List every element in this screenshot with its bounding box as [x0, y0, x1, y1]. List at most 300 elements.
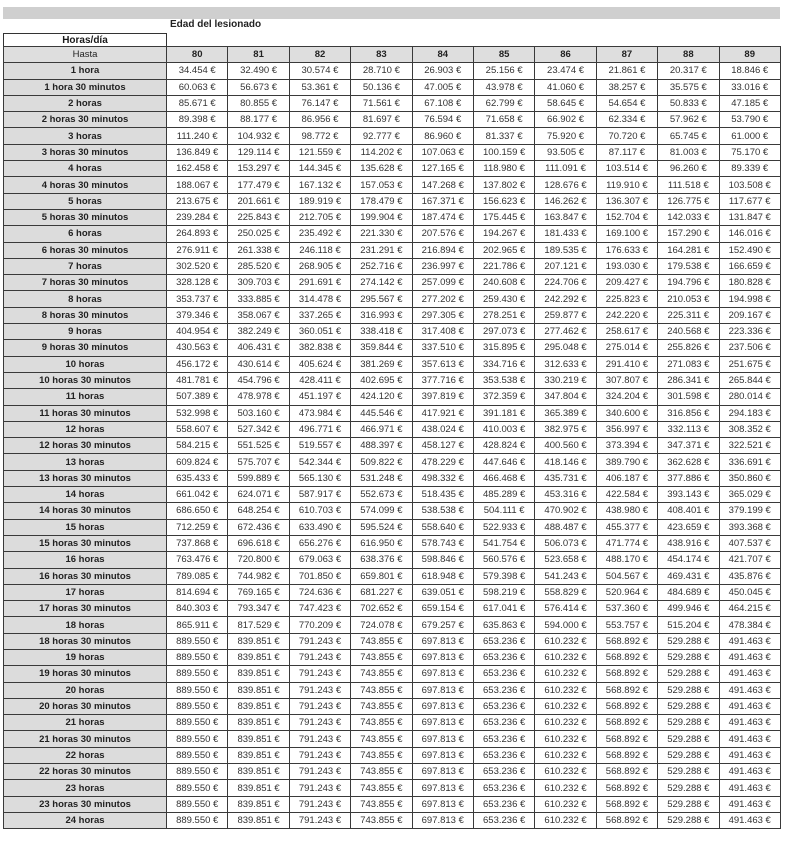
- table-cell: 142.033 €: [658, 209, 719, 225]
- row-label: 19 horas: [4, 649, 167, 665]
- table-cell: 568.892 €: [596, 812, 657, 828]
- table-row: [4, 177, 781, 193]
- table-cell: 76.594 €: [412, 112, 473, 128]
- table-row: [4, 487, 781, 503]
- table-cell: 347.804 €: [535, 389, 596, 405]
- table-cell: 338.418 €: [351, 324, 412, 340]
- table-cell: 578.743 €: [412, 535, 473, 551]
- column-header: 84: [412, 47, 473, 63]
- table-cell: 350.860 €: [719, 470, 780, 486]
- table-cell: 32.490 €: [228, 63, 289, 79]
- table-cell: 23.474 €: [535, 63, 596, 79]
- table-cell: 85.671 €: [167, 95, 228, 111]
- table-cell: 697.813 €: [412, 731, 473, 747]
- table-cell: 41.060 €: [535, 79, 596, 95]
- row-label: 2 horas 30 minutos: [4, 112, 167, 128]
- table-row: [4, 584, 781, 600]
- table-row: [4, 796, 781, 812]
- table-cell: 653.236 €: [473, 633, 534, 649]
- table-cell: 178.479 €: [351, 193, 412, 209]
- table-cell: 224.706 €: [535, 275, 596, 291]
- table-cell: 428.411 €: [289, 372, 350, 388]
- table-row: [4, 389, 781, 405]
- table-cell: 568.892 €: [596, 780, 657, 796]
- table-cell: 53.361 €: [289, 79, 350, 95]
- table-cell: 21.861 €: [596, 63, 657, 79]
- table-cell: 568.892 €: [596, 764, 657, 780]
- table-cell: 491.463 €: [719, 649, 780, 665]
- table-cell: 54.654 €: [596, 95, 657, 111]
- table-cell: 568.892 €: [596, 649, 657, 665]
- table-cell: 400.560 €: [535, 438, 596, 454]
- row-label: 1 hora: [4, 63, 167, 79]
- table-cell: 347.371 €: [658, 438, 719, 454]
- table-cell: 889.550 €: [167, 780, 228, 796]
- table-cell: 743.855 €: [351, 666, 412, 682]
- table-row: [4, 682, 781, 698]
- table-cell: 128.676 €: [535, 177, 596, 193]
- table-row: [4, 405, 781, 421]
- table-cell: 653.236 €: [473, 812, 534, 828]
- table-cell: 324.204 €: [596, 389, 657, 405]
- table-cell: 889.550 €: [167, 682, 228, 698]
- table-cell: 334.716 €: [473, 356, 534, 372]
- row-label: 22 horas 30 minutos: [4, 764, 167, 780]
- table-cell: 156.623 €: [473, 193, 534, 209]
- table-cell: 276.911 €: [167, 242, 228, 258]
- table-cell: 381.269 €: [351, 356, 412, 372]
- table-cell: 552.673 €: [351, 487, 412, 503]
- table-cell: 648.254 €: [228, 503, 289, 519]
- row-label: 5 horas 30 minutos: [4, 209, 167, 225]
- table-cell: 445.546 €: [351, 405, 412, 421]
- table-cell: 274.142 €: [351, 275, 412, 291]
- table-cell: 523.658 €: [535, 552, 596, 568]
- table-cell: 791.243 €: [289, 666, 350, 682]
- table-cell: 225.311 €: [658, 307, 719, 323]
- table-cell: 793.347 €: [228, 601, 289, 617]
- table-cell: 166.659 €: [719, 258, 780, 274]
- header-band: [3, 7, 780, 19]
- table-cell: 187.474 €: [412, 209, 473, 225]
- table-row: [4, 470, 781, 486]
- table-cell: 455.377 €: [596, 519, 657, 535]
- table-cell: 75.920 €: [535, 128, 596, 144]
- table-cell: 438.916 €: [658, 535, 719, 551]
- table-row: [4, 617, 781, 633]
- table-cell: 277.462 €: [535, 324, 596, 340]
- table-cell: 712.259 €: [167, 519, 228, 535]
- table-cell: 661.042 €: [167, 487, 228, 503]
- table-cell: 542.344 €: [289, 454, 350, 470]
- table-cell: 743.855 €: [351, 731, 412, 747]
- table-cell: 435.876 €: [719, 568, 780, 584]
- table-cell: 328.128 €: [167, 275, 228, 291]
- table-cell: 458.127 €: [412, 438, 473, 454]
- table-cell: 167.371 €: [412, 193, 473, 209]
- table-cell: 286.341 €: [658, 372, 719, 388]
- table-cell: 278.251 €: [473, 307, 534, 323]
- table-cell: 92.777 €: [351, 128, 412, 144]
- column-header: 89: [719, 47, 780, 63]
- table-cell: 610.232 €: [535, 698, 596, 714]
- row-label: 10 horas: [4, 356, 167, 372]
- table-row: [4, 666, 781, 682]
- table-cell: 71.561 €: [351, 95, 412, 111]
- table-cell: 743.855 €: [351, 633, 412, 649]
- table-cell: 261.338 €: [228, 242, 289, 258]
- row-label: 16 horas: [4, 552, 167, 568]
- table-cell: 743.855 €: [351, 812, 412, 828]
- table-cell: 372.359 €: [473, 389, 534, 405]
- row-label: 7 horas 30 minutos: [4, 275, 167, 291]
- table-cell: 635.863 €: [473, 617, 534, 633]
- table-cell: 53.790 €: [719, 112, 780, 128]
- table-cell: 491.463 €: [719, 666, 780, 682]
- table-cell: 499.946 €: [658, 601, 719, 617]
- table-cell: 496.771 €: [289, 421, 350, 437]
- table-cell: 423.659 €: [658, 519, 719, 535]
- table-cell: 568.892 €: [596, 747, 657, 763]
- table-cell: 237.506 €: [719, 340, 780, 356]
- row-header-title: Horas/día: [3, 33, 167, 48]
- table-cell: 599.889 €: [228, 470, 289, 486]
- table-cell: 560.576 €: [473, 552, 534, 568]
- table-cell: 129.114 €: [228, 144, 289, 160]
- table-cell: 255.826 €: [658, 340, 719, 356]
- table-cell: 504.111 €: [473, 503, 534, 519]
- table-cell: 653.236 €: [473, 731, 534, 747]
- table-cell: 679.063 €: [289, 552, 350, 568]
- table-cell: 839.851 €: [228, 731, 289, 747]
- table-cell: 404.954 €: [167, 324, 228, 340]
- table-cell: 98.772 €: [289, 128, 350, 144]
- table-cell: 507.389 €: [167, 389, 228, 405]
- table-cell: 470.902 €: [535, 503, 596, 519]
- table-row: [4, 95, 781, 111]
- table-cell: 509.822 €: [351, 454, 412, 470]
- column-header: 83: [351, 47, 412, 63]
- table-cell: 251.675 €: [719, 356, 780, 372]
- table-cell: 568.892 €: [596, 731, 657, 747]
- table-cell: 86.956 €: [289, 112, 350, 128]
- table-cell: 568.892 €: [596, 666, 657, 682]
- table-cell: 656.276 €: [289, 535, 350, 551]
- table-cell: 30.574 €: [289, 63, 350, 79]
- table-cell: 522.933 €: [473, 519, 534, 535]
- table-row: [4, 812, 781, 828]
- table-cell: 66.902 €: [535, 112, 596, 128]
- table-cell: 743.855 €: [351, 764, 412, 780]
- table-cell: 317.408 €: [412, 324, 473, 340]
- row-label: 20 horas: [4, 682, 167, 698]
- table-cell: 47.005 €: [412, 79, 473, 95]
- table-cell: 438.980 €: [596, 503, 657, 519]
- table-cell: 697.813 €: [412, 780, 473, 796]
- table-row: [4, 519, 781, 535]
- table-cell: 791.243 €: [289, 715, 350, 731]
- table-cell: 618.948 €: [412, 568, 473, 584]
- row-label: 14 horas: [4, 487, 167, 503]
- table-cell: 653.236 €: [473, 649, 534, 665]
- table-cell: 702.652 €: [351, 601, 412, 617]
- table-cell: 280.014 €: [719, 389, 780, 405]
- table-cell: 659.801 €: [351, 568, 412, 584]
- table-cell: 575.707 €: [228, 454, 289, 470]
- table-cell: 594.000 €: [535, 617, 596, 633]
- table-cell: 817.529 €: [228, 617, 289, 633]
- table-cell: 146.262 €: [535, 193, 596, 209]
- table-cell: 180.828 €: [719, 275, 780, 291]
- table-row: [4, 209, 781, 225]
- table-cell: 598.846 €: [412, 552, 473, 568]
- table-cell: 294.183 €: [719, 405, 780, 421]
- table-cell: 242.292 €: [535, 291, 596, 307]
- table-cell: 529.288 €: [658, 715, 719, 731]
- table-cell: 610.232 €: [535, 796, 596, 812]
- table-cell: 681.227 €: [351, 584, 412, 600]
- table-cell: 147.268 €: [412, 177, 473, 193]
- table-cell: 131.847 €: [719, 209, 780, 225]
- table-cell: 377.886 €: [658, 470, 719, 486]
- table-cell: 169.100 €: [596, 226, 657, 242]
- row-label: 9 horas: [4, 324, 167, 340]
- table-cell: 633.490 €: [289, 519, 350, 535]
- table-cell: 527.342 €: [228, 421, 289, 437]
- table-cell: 194.796 €: [658, 275, 719, 291]
- table-cell: 653.236 €: [473, 747, 534, 763]
- row-label: 13 horas: [4, 454, 167, 470]
- table-cell: 485.289 €: [473, 487, 534, 503]
- table-cell: 194.267 €: [473, 226, 534, 242]
- table-cell: 76.147 €: [289, 95, 350, 111]
- table-cell: 438.024 €: [412, 421, 473, 437]
- table-row: [4, 144, 781, 160]
- header-row: [4, 47, 781, 63]
- table-cell: 135.628 €: [351, 161, 412, 177]
- table-cell: 889.550 €: [167, 649, 228, 665]
- table-row: [4, 780, 781, 796]
- table-cell: 365.389 €: [535, 405, 596, 421]
- table-cell: 379.199 €: [719, 503, 780, 519]
- table-cell: 194.998 €: [719, 291, 780, 307]
- table-cell: 595.524 €: [351, 519, 412, 535]
- row-label: 4 horas 30 minutos: [4, 177, 167, 193]
- table-cell: 839.851 €: [228, 715, 289, 731]
- table-cell: 610.232 €: [535, 764, 596, 780]
- table-cell: 624.071 €: [228, 487, 289, 503]
- table-cell: 258.617 €: [596, 324, 657, 340]
- table-cell: 340.600 €: [596, 405, 657, 421]
- table-cell: 246.118 €: [289, 242, 350, 258]
- table-row: [4, 258, 781, 274]
- table-cell: 117.677 €: [719, 193, 780, 209]
- table-cell: 638.376 €: [351, 552, 412, 568]
- table-cell: 473.984 €: [289, 405, 350, 421]
- table-cell: 839.851 €: [228, 649, 289, 665]
- table-cell: 541.754 €: [473, 535, 534, 551]
- table-cell: 529.288 €: [658, 633, 719, 649]
- table-row: [4, 649, 781, 665]
- table-cell: 635.433 €: [167, 470, 228, 486]
- table-cell: 498.332 €: [412, 470, 473, 486]
- table-cell: 322.521 €: [719, 438, 780, 454]
- table-cell: 653.236 €: [473, 764, 534, 780]
- table-cell: 268.905 €: [289, 258, 350, 274]
- table-cell: 504.567 €: [596, 568, 657, 584]
- table-row: [4, 715, 781, 731]
- table-cell: 379.346 €: [167, 307, 228, 323]
- table-cell: 56.673 €: [228, 79, 289, 95]
- table-cell: 213.675 €: [167, 193, 228, 209]
- table-cell: 259.430 €: [473, 291, 534, 307]
- table-cell: 88.177 €: [228, 112, 289, 128]
- column-header: 82: [289, 47, 350, 63]
- table-row: [4, 161, 781, 177]
- table-cell: 889.550 €: [167, 715, 228, 731]
- table-row: [4, 421, 781, 437]
- table-cell: 466.468 €: [473, 470, 534, 486]
- table-cell: 529.288 €: [658, 780, 719, 796]
- table-cell: 377.716 €: [412, 372, 473, 388]
- table-cell: 61.000 €: [719, 128, 780, 144]
- row-label: 22 horas: [4, 747, 167, 763]
- table-cell: 697.813 €: [412, 666, 473, 682]
- row-label: 16 horas 30 minutos: [4, 568, 167, 584]
- table-cell: 697.813 €: [412, 633, 473, 649]
- table-cell: 568.892 €: [596, 715, 657, 731]
- table-cell: 865.911 €: [167, 617, 228, 633]
- table-cell: 58.645 €: [535, 95, 596, 111]
- table-cell: 118.980 €: [473, 161, 534, 177]
- table-cell: 373.394 €: [596, 438, 657, 454]
- table-cell: 791.243 €: [289, 796, 350, 812]
- table-cell: 529.288 €: [658, 649, 719, 665]
- table-row: [4, 226, 781, 242]
- table-cell: 252.716 €: [351, 258, 412, 274]
- table-cell: 537.360 €: [596, 601, 657, 617]
- table-cell: 840.303 €: [167, 601, 228, 617]
- table-cell: 162.458 €: [167, 161, 228, 177]
- table-row: [4, 633, 781, 649]
- table-cell: 70.720 €: [596, 128, 657, 144]
- table-cell: 529.288 €: [658, 747, 719, 763]
- row-label: 23 horas: [4, 780, 167, 796]
- table-cell: 791.243 €: [289, 731, 350, 747]
- table-cell: 38.257 €: [596, 79, 657, 95]
- table-cell: 791.243 €: [289, 780, 350, 796]
- table-cell: 529.288 €: [658, 764, 719, 780]
- table-cell: 295.567 €: [351, 291, 412, 307]
- table-cell: 747.423 €: [289, 601, 350, 617]
- table-cell: 659.154 €: [412, 601, 473, 617]
- column-header: 85: [473, 47, 534, 63]
- table-cell: 25.156 €: [473, 63, 534, 79]
- table-row: [4, 79, 781, 95]
- table-cell: 35.575 €: [658, 79, 719, 95]
- table-cell: 491.463 €: [719, 715, 780, 731]
- table-cell: 152.490 €: [719, 242, 780, 258]
- table-cell: 80.855 €: [228, 95, 289, 111]
- row-label: 17 horas: [4, 584, 167, 600]
- table-cell: 697.813 €: [412, 649, 473, 665]
- table-cell: 743.855 €: [351, 649, 412, 665]
- table-cell: 839.851 €: [228, 633, 289, 649]
- table-cell: 405.624 €: [289, 356, 350, 372]
- table-cell: 100.159 €: [473, 144, 534, 160]
- table-cell: 558.607 €: [167, 421, 228, 437]
- row-label: 19 horas 30 minutos: [4, 666, 167, 682]
- row-label: 21 horas 30 minutos: [4, 731, 167, 747]
- table-cell: 889.550 €: [167, 764, 228, 780]
- table-row: [4, 193, 781, 209]
- table-cell: 430.563 €: [167, 340, 228, 356]
- table-cell: 179.538 €: [658, 258, 719, 274]
- table-cell: 529.288 €: [658, 682, 719, 698]
- table-cell: 488.397 €: [351, 438, 412, 454]
- table-cell: 193.030 €: [596, 258, 657, 274]
- table-cell: 529.288 €: [658, 666, 719, 682]
- table-cell: 382.838 €: [289, 340, 350, 356]
- table-cell: 491.463 €: [719, 812, 780, 828]
- table-cell: 518.435 €: [412, 487, 473, 503]
- row-label: 9 horas 30 minutos: [4, 340, 167, 356]
- table-cell: 259.877 €: [535, 307, 596, 323]
- table-cell: 769.165 €: [228, 584, 289, 600]
- table-cell: 450.045 €: [719, 584, 780, 600]
- row-label: 8 horas 30 minutos: [4, 307, 167, 323]
- table-cell: 315.895 €: [473, 340, 534, 356]
- table-cell: 491.463 €: [719, 682, 780, 698]
- table-cell: 393.368 €: [719, 519, 780, 535]
- table-cell: 57.962 €: [658, 112, 719, 128]
- table-cell: 447.646 €: [473, 454, 534, 470]
- table-cell: 301.598 €: [658, 389, 719, 405]
- row-label: 18 horas 30 minutos: [4, 633, 167, 649]
- table-cell: 209.167 €: [719, 307, 780, 323]
- table-cell: 358.067 €: [228, 307, 289, 323]
- table-cell: 212.705 €: [289, 209, 350, 225]
- table-cell: 579.398 €: [473, 568, 534, 584]
- column-header: 88: [658, 47, 719, 63]
- table-cell: 26.903 €: [412, 63, 473, 79]
- table-cell: 697.813 €: [412, 747, 473, 763]
- table-cell: 889.550 €: [167, 666, 228, 682]
- table-cell: 529.288 €: [658, 731, 719, 747]
- table-cell: 538.538 €: [412, 503, 473, 519]
- row-label: 5 horas: [4, 193, 167, 209]
- row-label: 11 horas: [4, 389, 167, 405]
- table-cell: 610.232 €: [535, 633, 596, 649]
- table-cell: 242.220 €: [596, 307, 657, 323]
- row-label: 3 horas: [4, 128, 167, 144]
- row-label: 21 horas: [4, 715, 167, 731]
- table-cell: 697.813 €: [412, 682, 473, 698]
- table-cell: 541.243 €: [535, 568, 596, 584]
- table-cell: 639.051 €: [412, 584, 473, 600]
- row-label: 24 horas: [4, 812, 167, 828]
- row-label: 18 horas: [4, 617, 167, 633]
- row-label: 4 horas: [4, 161, 167, 177]
- table-row: [4, 764, 781, 780]
- table-cell: 839.851 €: [228, 666, 289, 682]
- table-cell: 209.427 €: [596, 275, 657, 291]
- table-cell: 478.229 €: [412, 454, 473, 470]
- table-cell: 119.910 €: [596, 177, 657, 193]
- table-cell: 181.433 €: [535, 226, 596, 242]
- table-row: [4, 503, 781, 519]
- table-cell: 75.170 €: [719, 144, 780, 160]
